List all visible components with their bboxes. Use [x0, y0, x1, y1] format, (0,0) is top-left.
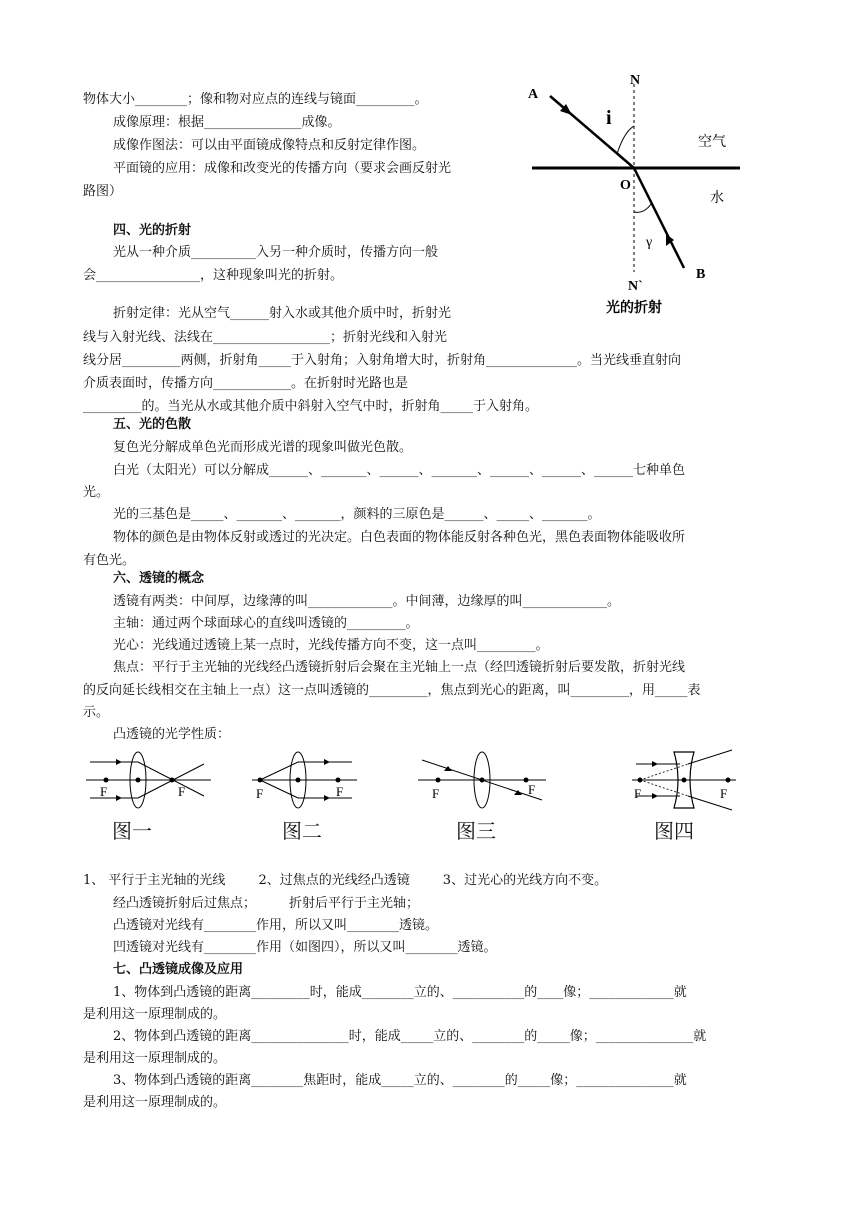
arrow-icon [652, 761, 658, 767]
text-line: 物体大小________；像和物对应点的连线与镜面_________。 [83, 92, 428, 107]
lens-figure-3 [418, 750, 550, 810]
text-line: 凸透镜的光学性质： [113, 727, 231, 742]
angle-arc [617, 126, 634, 154]
text-line: 光从一种介质__________入另一种介质时，传播方向一般 [113, 245, 439, 260]
focus-label: F [720, 786, 728, 801]
text-line: 有色光。 [83, 553, 136, 568]
text-line: 是利用这一原理制成的。 [83, 1007, 227, 1022]
figure-caption: 图三 [456, 819, 496, 843]
focus-label: F [100, 784, 108, 799]
text-line: 2、物体到凸透镜的距离_______________时，能成_____立的、________的_____像；_______________就 [113, 1029, 707, 1044]
section-title: 六、透镜的概念 [113, 571, 205, 586]
text-line: 是利用这一原理制成的。 [83, 1051, 227, 1066]
focus-label: F [336, 784, 344, 799]
text-line: 焦点：平行于主光轴的光线经凸透镜折射后会聚在主光轴上一点（经凹透镜折射后要发散，折射光线 [113, 660, 686, 675]
focus-label: F [178, 784, 186, 799]
lens-figure-2 [252, 750, 362, 810]
focus-label: F [432, 786, 440, 801]
text-line: 3、物体到凸透镜的距离________焦距时，能成_____立的、________的_____像；_______________就 [113, 1073, 687, 1088]
text-line: 凹透镜对光线有________作用（如图四），所以又叫________透镜。 [113, 940, 497, 955]
arrow-icon [324, 759, 330, 765]
text-line: 成像原理：根据_______________成像。 [113, 115, 341, 130]
focus-label: F [528, 782, 536, 797]
text-line: 的反向延长线相交在主轴上一点）这一点叫透镜的_________，焦点到光心的距离，叫_________，用_____表 [83, 683, 701, 698]
lens-figure-1 [86, 750, 216, 810]
label-air: 空气 [698, 135, 726, 150]
text-line: 示。 [83, 705, 110, 720]
angle-arc [634, 204, 651, 212]
text-line: 光的三基色是_____、_______、_______，颜料的三原色是______、_____、_______。 [113, 507, 601, 522]
arrow-icon [652, 793, 658, 799]
label-b: B [696, 267, 706, 282]
text-line: 会________________，这种现象叫光的折射。 [83, 268, 344, 283]
section-title: 四、光的折射 [113, 223, 192, 238]
text-line: 复色光分解成单色光而形成光谱的现象叫做光色散。 [113, 440, 413, 455]
text-line: 路图） [83, 184, 123, 199]
incident-ray [550, 96, 634, 168]
text-line: 凸透镜对光线有________作用，所以又叫________透镜。 [113, 918, 439, 933]
arrow-icon [116, 759, 122, 765]
label-o: O [620, 178, 631, 193]
text-line: 经凸透镜折射后过焦点； 折射后平行于主光轴； [113, 896, 420, 911]
text-line: 是利用这一原理制成的。 [83, 1095, 227, 1110]
arrow-icon [444, 766, 452, 771]
label-a: A [528, 87, 539, 102]
focus-label: F [256, 786, 264, 801]
text-line: 主轴：通过两个球面球心的直线叫透镜的_________。 [113, 616, 419, 631]
figure-caption: 图四 [654, 819, 694, 843]
text-line: 透镜有两类：中间厚，边缘薄的叫_____________。中间薄，边缘厚的叫_____________。 [113, 594, 621, 609]
section-title: 五、光的色散 [113, 417, 192, 432]
refracted-ray [634, 168, 684, 268]
text-line: 介质表面时，传播方向____________。在折射时光路也是 [83, 376, 409, 391]
label-n: N [630, 73, 641, 88]
figure-caption: 图一 [112, 819, 152, 843]
text-line: 物体的颜色是由物体反射或透过的光决定。白色表面的物体能反射各种色光，黑色表面物体能吸收所 [113, 530, 686, 545]
text-line: 折射定律：光从空气______射入水或其他介质中时，折射光 [113, 306, 452, 321]
section-title: 七、凸透镜成像及应用 [113, 962, 244, 977]
text-line: 线分居_________两侧，折射角_____于入射角；入射角增大时，折射角______________。当光线垂直射向 [83, 353, 682, 368]
diagram-caption: 光的折射 [606, 301, 662, 316]
lens-figure-4 [632, 748, 742, 812]
arrow-icon [116, 795, 122, 801]
label-water: 水 [710, 191, 724, 206]
arrow-icon [324, 795, 330, 801]
text-line: 1、物体到凸透镜的距离_________时，能成________立的、___________的____像；_____________就 [113, 985, 687, 1000]
text-line: 白光（太阳光）可以分解成______、_______、______、_______、______、______、______七种单色 [113, 463, 686, 478]
text-line: 成像作图法：可以由平面镜成像特点和反射定律作图。 [113, 138, 426, 153]
refraction-diagram [520, 72, 750, 322]
text-line: 光。 [83, 485, 110, 500]
text-line: 线与入射光线、法线在__________________；折射光线和入射光 [83, 330, 448, 345]
text-line: 光心：光线通过透镜上某一点时，光线传播方向不变，这一点叫_________。 [113, 638, 549, 653]
text-line: 平面镜的应用：成像和改变光的传播方向（要求会画反射光 [113, 161, 452, 176]
focus-label: F [634, 786, 642, 801]
text-line: _________的。当光从水或其他介质中斜射入空气中时，折射角_____于入射角。 [83, 399, 539, 414]
label-i: i [606, 107, 612, 129]
figure-caption: 图二 [282, 819, 322, 843]
text-line: 1、 平行于主光轴的光线 2、过焦点的光线经凸透镜 3、过光心的光线方向不变。 [83, 873, 608, 888]
label-gamma: γ [646, 235, 653, 250]
label-n-prime: N` [628, 279, 643, 294]
